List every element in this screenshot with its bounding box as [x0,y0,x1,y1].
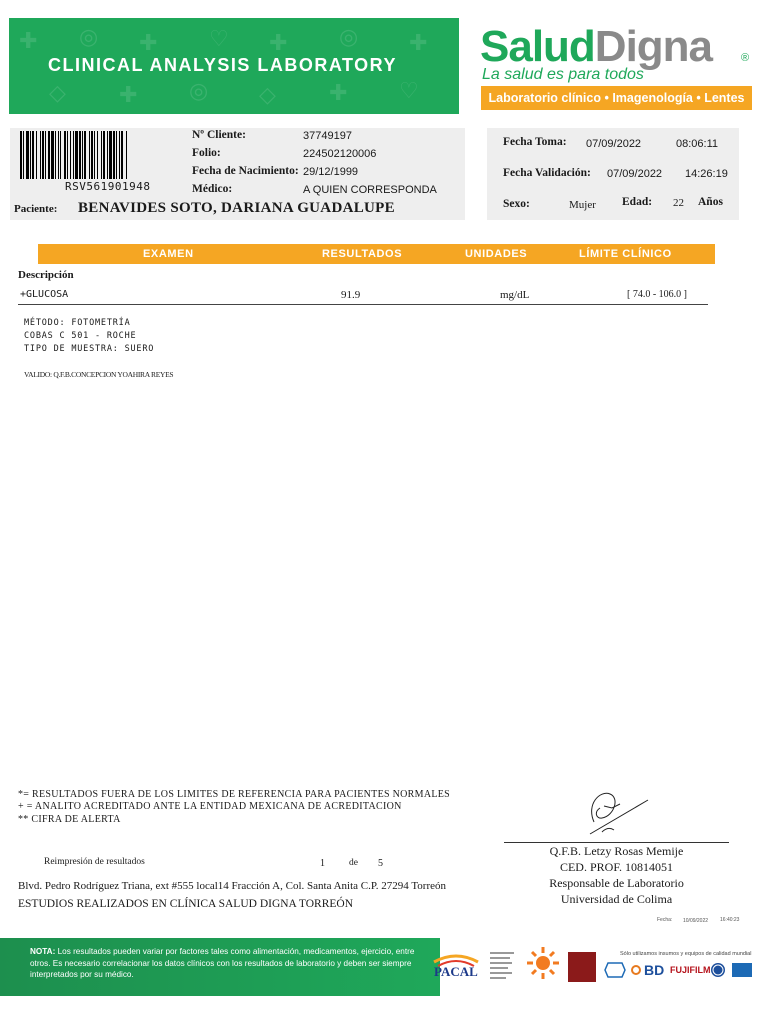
sexo-label: Sexo: [503,198,530,210]
row-divider [18,304,708,305]
barcode-bar [121,131,123,179]
row-resultado: 91.9 [341,289,361,301]
th-limite: LÍMITE CLÍNICO [579,248,672,260]
print-time: 16:40:23 [720,917,740,923]
barcode-bar [75,131,78,179]
th-examen: EXAMEN [143,248,194,260]
equipment-line: COBAS C 501 - ROCHE [24,331,137,341]
fecha-validacion-time: 14:26:19 [685,168,728,180]
barcode-bar [40,131,41,179]
barcode-bar [79,131,81,179]
signer-license: CED. PROF. 10814051 [559,860,674,874]
barcode-bar [119,131,120,179]
row-unidades: mg/dL [500,289,530,301]
medico-label: Médico: [192,183,233,195]
descripcion-label: Descripción [18,269,74,281]
signature-line [504,842,729,843]
barcode-bar [58,131,59,179]
medico-value: A QUIEN CORRESPONDA [303,184,437,196]
edad-value: 22 [673,197,684,209]
bd-logo: BD [644,962,665,978]
fecha-validacion-date: 07/09/2022 [607,168,663,180]
barcode-bar [107,131,108,179]
barcode-bar [23,131,24,179]
footnote-accredited: + = ANALITO ACREDITADO ANTE LA ENTIDAD MEXICANA DE ACREDITACION [18,801,402,812]
ge-logo [710,962,726,978]
nota-text: NOTA: Los resultados pueden variar por factores tales como alimentación, medicamentos, ejercicio, entre otros. Es necesario correlacionar los datos clínicos con los resultados de laboratorio y deben ser siempre interpretados por su médico. [30,947,415,979]
pacal-logo: PACAL [430,950,482,984]
signature-image [580,782,655,840]
edad-label: Edad: [622,196,653,208]
header-banner: ✚ ◎ ✚ ♡ ✚ ◎ ✚ ◇ ✚ ◎ ◇ ✚ ♡ [9,18,459,114]
cliente-label: Nº Cliente: [192,129,246,141]
reprint-label: Reimpresión de resultados [44,857,145,867]
th-unidades: UNIDADES [465,248,528,260]
barcode-bar [36,131,37,179]
anos-label: Años [698,196,723,208]
print-date: 10/09/2022 [683,918,709,924]
print-date-label: Fecha: [657,917,673,923]
barcode-bar [116,131,117,179]
barcode-bar [113,131,115,179]
brand-tagline: La salud es para todos [482,66,644,83]
nacimiento-label: Fecha de Nacimiento: [192,165,299,177]
quality-supplies-text: Sólo utilizamos insumos y equipos de calidad mundial [620,951,752,957]
barcode-bar [32,131,34,179]
barcode-number: RSV561901948 [65,180,151,193]
th-resultados: RESULTADOS [322,248,403,260]
fecha-toma-time: 08:06:11 [676,138,719,150]
barcode-bar [101,131,102,179]
barcode-bar [97,131,98,179]
page-de: de [349,858,358,868]
barcode-image [20,131,185,179]
sexo-value: Mujer [569,199,596,211]
paciente-label: Paciente: [14,203,58,215]
barcode-bar [94,131,95,179]
bd-sun-icon [630,962,642,978]
barcode-bar [109,131,112,179]
vendor-logo [732,963,752,977]
fujifilm-logo: FUJIFILM [670,965,711,975]
fecha-toma-date: 07/09/2022 [586,138,642,150]
signer-name: Q.F.B. Letzy Rosas Memije [549,844,684,858]
fecha-toma-label: Fecha Toma: [503,136,567,148]
barcode-bar [103,131,105,179]
page-total: 5 [378,858,383,869]
barcode-bar [55,131,56,179]
barcode-bar [70,131,71,179]
validated-by: VALIDO: Q.F.B.CONCEPCION YOAHIRA REYES [24,370,174,379]
folio-label: Folio: [192,147,221,159]
signer-university: Universidad de Colima [560,892,673,906]
footnote-alert: ** CIFRA DE ALERTA [18,814,121,825]
barcode-bar [64,131,66,179]
paciente-name: BENAVIDES SOTO, DARIANA GUADALUPE [78,200,395,216]
certification-text-logo [490,948,514,984]
great-place-to-work-logo [568,952,596,982]
barcode-bar [73,131,74,179]
barcode-bar [42,131,44,179]
studies-note: ESTUDIOS REALIZADOS EN CLÍNICA SALUD DIGNA TORREÓN [18,898,353,910]
fecha-validacion-label: Fecha Validación: [503,167,591,179]
method-line: MÉTODO: FOTOMETRÍA [24,318,131,328]
row-limite: [ 74.0 - 106.0 ] [627,289,687,300]
sample-type-line: TIPO DE MUESTRA: SUERO [24,344,155,354]
row-examen: +GLUCOSA [20,289,69,300]
barcode-bar [60,131,61,179]
barcode-bar [51,131,54,179]
barcode-bar [48,131,50,179]
barcode-bar [82,131,83,179]
footnote-out-of-range: *= RESULTADOS FUERA DE LOS LIMITES DE REFERENCIA PARA PACIENTES NORMALES [18,789,451,800]
signer-role: Responsable de Laboratorio [549,876,684,890]
folio-value: 224502120006 [303,148,377,160]
page-number: 1 [320,858,325,869]
barcode-bar [126,131,127,179]
barcode-bar [84,131,86,179]
barcode-bar [91,131,93,179]
brand-logo: SaludDigna [480,22,713,71]
services-banner: Laboratorio clínico • Imagenología • Lentes [481,86,752,110]
barcode-bar [26,131,29,179]
cliente-value: 37749197 [303,130,352,142]
barcode-bar [89,131,90,179]
registered-mark: ® [741,52,750,64]
barcode-bar [45,131,46,179]
clinic-address: Blvd. Pedro Rodríguez Triana, ext #555 local14 Fracción A, Col. Santa Anita C.P. 27294 Torreón [18,880,446,892]
roche-logo [604,962,626,978]
header-title: CLINICAL ANALYSIS LABORATORY [48,55,398,75]
orange-burst-logo [525,945,561,981]
barcode-bar [30,131,31,179]
nacimiento-value: 29/12/1999 [303,166,359,178]
barcode-bar [20,131,22,179]
barcode-bar [67,131,68,179]
